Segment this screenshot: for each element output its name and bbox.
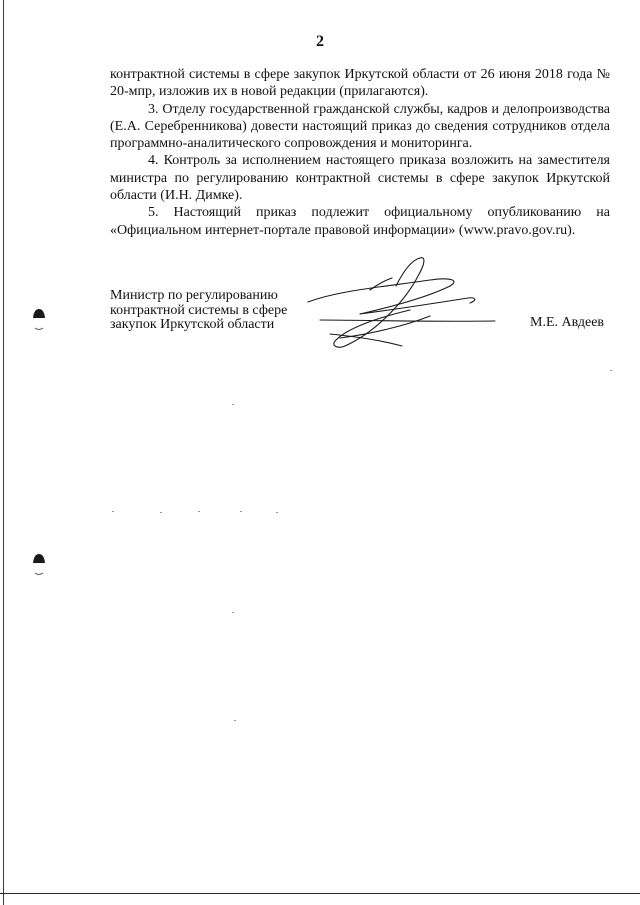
signatory-title — [110, 289, 310, 333]
signatory-title-line-3: закупок Иркутской области — [110, 317, 275, 332]
scan-bottom-edge — [0, 893, 640, 894]
scan-speck — [234, 720, 236, 721]
signatory-title-line-1-text: Министр по регулированию — [110, 288, 278, 303]
signatory-title-line-1 — [110, 289, 306, 304]
scan-speck — [276, 512, 278, 513]
scan-speck — [240, 511, 242, 512]
paragraph-item-3: 3. Отделу государственной гражданской службы, кадров и делопроизводства (Е.А. Серебренникова) довести настоящий приказ до сведения сотрудников отдела программно-аналитического сопровождения и мониторинга. — [110, 101, 610, 152]
signer-name: М.Е. Авдеев — [530, 315, 605, 330]
handwritten-signature-icon — [300, 250, 500, 360]
scan-speck — [610, 370, 612, 371]
paragraph-item-5: 5. Настоящий приказ подлежит официальному опубликованию на «Официальном интернет-портале правовой информации» (www.pravo.gov.ru). — [110, 205, 610, 238]
signatory-title-line-2: контрактной системы в сфере — [110, 302, 288, 318]
paragraph-continuation: контрактной системы в сфере закупок Иркутской области от 26 июня 2018 года № 20-мпр, изложив их в новой редакции (прилагаются). — [110, 67, 610, 100]
punch-hole-top-icon — [31, 306, 47, 332]
scan-speck — [232, 612, 234, 613]
paragraph-item-4: 4. Контроль за исполнением настоящего приказа возложить на заместителя министра по регулированию контрактной системы в сфере закупок Иркутской области (И.Н. Димке). — [110, 153, 610, 204]
scan-speck — [112, 511, 114, 512]
scan-left-edge — [3, 0, 4, 905]
punch-hole-bottom-icon — [31, 551, 47, 577]
scan-speck — [232, 404, 234, 405]
order-body-text — [110, 66, 610, 239]
scan-speck — [160, 512, 162, 513]
page-number: 2 — [316, 33, 324, 50]
scan-speck — [198, 511, 200, 512]
